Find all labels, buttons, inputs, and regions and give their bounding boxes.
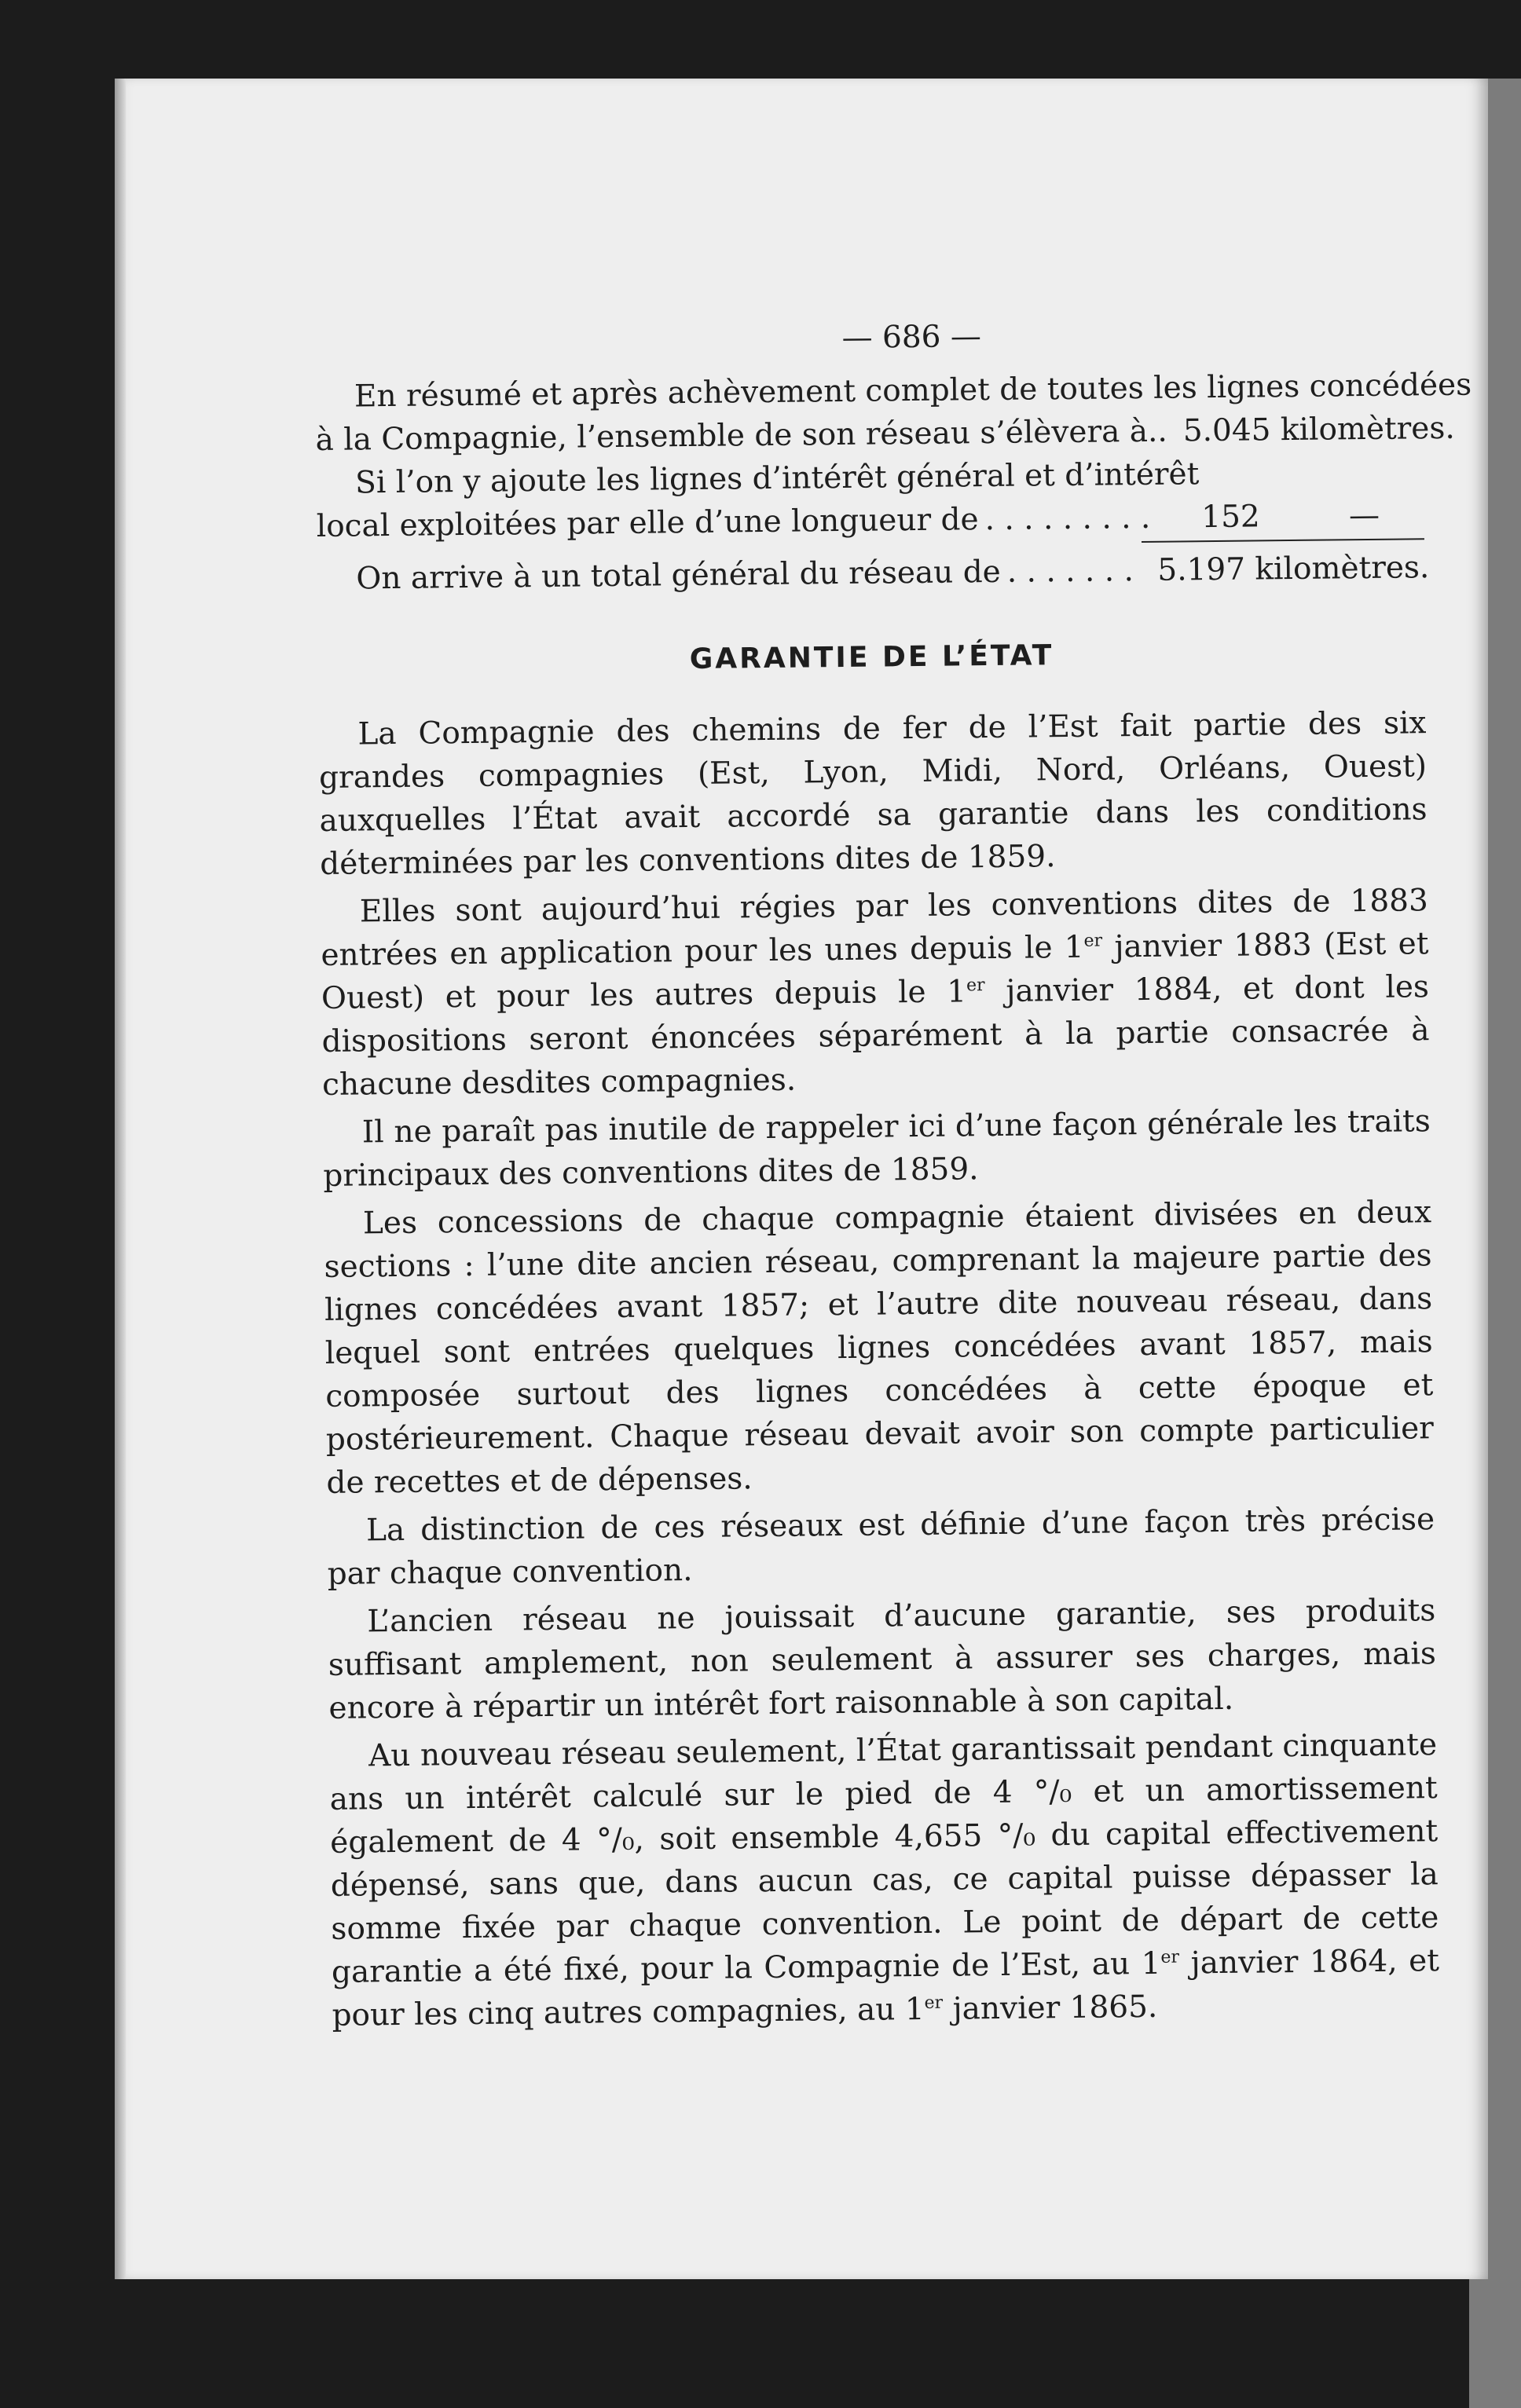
page-text-block	[314, 310, 1472, 2042]
paragraph-7-part-c: janvier 1865.	[942, 1989, 1158, 2027]
summary-line-4-amount	[1156, 493, 1424, 540]
paragraph-6: L’ancien réseau ne jouissait d’aucune garantie, ses produits suffisant amplement, non seulement à assurer ses charges, mais encore à répartir un intérêt fort raisonnable à son capital.	[328, 1593, 1437, 1726]
page-binding-edge	[115, 79, 126, 2279]
superscript-er: er	[1083, 931, 1103, 951]
summary-total-label: On arrive à un total général du réseau de	[356, 554, 1001, 597]
paragraph-2-part-c: janvier 1884, et dont les dispositions seront énoncées séparément à la partie consacrée à chacune desdites compagnies.	[321, 969, 1430, 1103]
superscript-er: er	[1160, 1947, 1180, 1967]
summary-line-4-ditto: —	[1348, 497, 1380, 534]
summary-line-4-label: local exploitées par elle d’une longueur de	[316, 502, 979, 544]
summary-line-4-value: 152	[1201, 499, 1260, 536]
paragraph-7	[329, 1723, 1440, 2037]
paragraph-2	[321, 879, 1431, 1107]
summary-line-2-value: 5.045 kilomètres.	[1182, 410, 1456, 449]
paragraph-5: La distinction de ces réseaux est définie d’une façon très précise par chaque convention.	[327, 1502, 1435, 1592]
paragraph-7-part-a: Au nouveau réseau seulement, l’État garantissait pendant cinquante ans un intérêt calculé sur le pied de 4 °/₀ et un amortissement également de 4 °/₀, soit ensemble 4,655 °/₀ du capital effectivement dépensé, sans que, dans aucun cas, ce capital puisse dépasser la somme fixée par chaque convention. Le point de départ de cette garantie a été fixé, pour la Compagnie de l’Est, au 1	[329, 1727, 1439, 1990]
paragraph-2-part-a: Elles sont aujourd’hui régies par les conventions dites de 1883 entrées en application pour les unes depuis le 1	[321, 883, 1429, 973]
page-number: — 686 —	[841, 319, 982, 356]
dot-leader	[984, 496, 1151, 541]
superscript-er: er	[966, 975, 985, 996]
dot-leader	[1006, 549, 1135, 594]
section-title: GARANTIE DE L’ÉTAT	[689, 639, 1054, 676]
summary-total-value: 5.197 kilomètres.	[1157, 550, 1430, 588]
paragraph-7-part-b: janvier 1864, et pour les cinq autres compagnies, au 1	[332, 1943, 1440, 2033]
summary-line-2-label: à la Compagnie, l’ensemble de son réseau s’élèvera à..	[315, 413, 1168, 458]
summary-line-3-text: Si l’on y ajoute les lignes d’intérêt général et d’intérêt	[354, 456, 1200, 501]
paragraph-3: Il ne paraît pas inutile de rappeler ici d’une façon générale les traits principaux des conventions dites de 1859.	[323, 1103, 1431, 1194]
superscript-er: er	[924, 1993, 944, 2013]
paragraph-1: La Compagnie des chemins de fer de l’Est fait partie des six grandes compagnies (Est, Lyon, Midi, Nord, Orléans, Ouest) auxquelles l’État avait accordé sa garantie dans les conditions déterminées par les conventions dites de 1859.	[318, 705, 1428, 882]
paragraph-2-part-b: janvier 1883 (Est et Ouest) et pour les autres depuis le 1	[321, 926, 1429, 1016]
summary-line-1-text: En résumé et après achèvement complet de toutes les lignes concédées	[354, 367, 1472, 415]
paragraph-4: Les concessions de chaque compagnie étaient divisées en deux sections : l’une dite ancien réseau, comprenant la majeure partie des lignes concédées avant 1857; et l’autre dite nouveau réseau, dans lequel sont entrées quelques lignes concédées avant 1857, mais composée surtout des lignes concédées à cette époque et postérieurement. Chaque réseau devait avoir son compte particulier de recettes et de dépenses.	[324, 1195, 1435, 1501]
